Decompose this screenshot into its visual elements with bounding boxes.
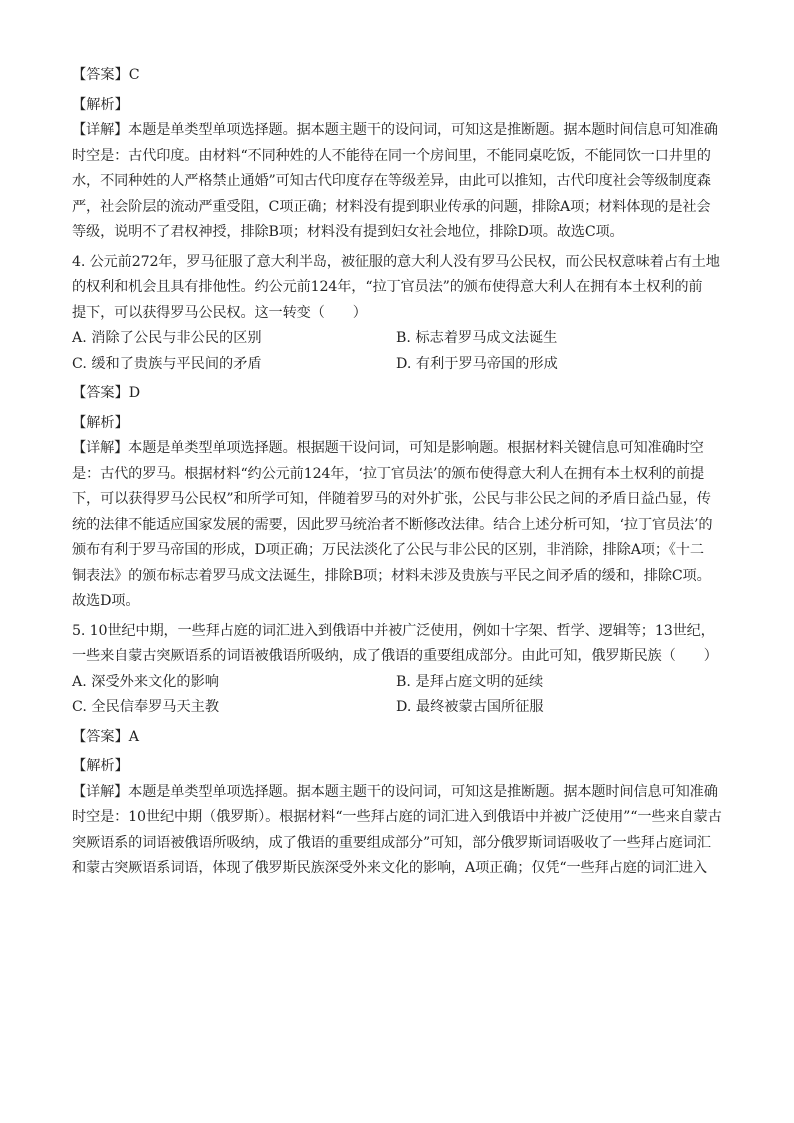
- q3-detail-line-4: 严，社会阶层的流动严重受阻，C项正确；材料没有提到职业传承的问题，排除A项；材料体现的是社会: [72, 198, 711, 215]
- q4-option-d: D. 有利于罗马帝国的形成: [396, 355, 558, 372]
- q3-answer: 【答案】C: [72, 67, 140, 83]
- q4-option-a: A. 消除了公民与非公民的区别: [72, 330, 262, 346]
- q4-option-b: B. 标志着罗马成文法诞生: [396, 330, 558, 346]
- q4-detail-line-1: 【详解】本题是单类型单项选择题。根据题干设问词，可知是影响题。根据材料关键信息可知准确时空: [72, 440, 704, 456]
- q4-detail-line-5: 颁布有利于罗马帝国的形成，D项正确；万民法淡化了公民与非公民的区别，非消除，排除A项；《十二: [72, 542, 704, 558]
- page-content: [72, 63, 724, 882]
- q4-detail-line-4: 统的法律不能适应国家发展的需要，因此罗马统治者不断修改法律。结合上述分析可知，‘拉丁官员法’的: [72, 516, 713, 533]
- q3-detail-line-5: 等级，说明不了君权神授，排除B项；材料没有提到妇女社会地位，排除D项。故选C项。: [72, 224, 624, 240]
- q5-detail-line-2: 时空是：10世纪中期（俄罗斯）。根据材料“一些拜占庭的词汇进入到俄语中并被广泛使用”“一些来自蒙古: [72, 809, 722, 825]
- q5-option-b: B. 是拜占庭文明的延续: [396, 673, 544, 690]
- q4-detail-line-7: 故选D项。: [72, 593, 140, 609]
- q4-option-c: C. 缓和了贵族与平民间的矛盾: [72, 355, 262, 372]
- q5-options-row-2: [72, 695, 724, 721]
- q5-detail-line-1: 【详解】本题是单类型单项选择题。据本题主题干的设问词，可知这是推断题。据本题时间信息可知准确: [72, 783, 718, 800]
- q4-options-row-1: [72, 326, 724, 352]
- q4-answer: 【答案】D: [72, 385, 141, 401]
- q4-stem-line-1: 4. 公元前272年，罗马征服了意大利半岛，被征服的意大利人没有罗马公民权，而公民权意味着占有土地: [72, 253, 720, 270]
- q5-stem-line-1: 5. 10世纪中期，一些拜占庭的词汇进入到俄语中并被广泛使用，例如十字架、哲学、逻辑等；13世纪，: [72, 622, 715, 639]
- question-4: [72, 250, 724, 615]
- q4-analysis-heading: 【解析】: [72, 414, 129, 431]
- q4-detail-line-6: 铜表法》的颁布标志着罗马成文法诞生，排除B项；材料未涉及贵族与平民之间矛盾的缓和，排除C项。: [72, 567, 711, 584]
- q3-detail-line-3: 水，不同种姓的人严格禁止通婚”可知古代印度存在等级差异，由此可以推知，古代印度社会等级制度森: [72, 173, 711, 189]
- q5-stem-line-2: 一些来自蒙古突厥语系的词语被俄语所吸纳，成了俄语的重要组成部分。由此可知，俄罗斯民族（ ）: [72, 648, 718, 664]
- q4-options-row-2: [72, 352, 724, 378]
- q3-detail-line-2: 时空是：古代印度。由材料“不同种姓的人不能待在同一个房间里，不能同桌吃饭，不能同饮一口井里的: [72, 147, 711, 164]
- q5-option-c: C. 全民信奉罗马天主教: [72, 699, 220, 715]
- q5-options-row-1: [72, 670, 724, 696]
- q5-detail-line-4: 和蒙古突厥语系词语，体现了俄罗斯民族深受外来文化的影响，A项正确；仅凭“一些拜占庭的词汇进入: [72, 860, 707, 876]
- q4-stem-line-3: 提下，可以获得罗马公民权。这一转变（ ）: [72, 304, 367, 321]
- q5-option-d: D. 最终被蒙古国所征服: [396, 699, 544, 715]
- q5-answer: 【答案】A: [72, 728, 139, 745]
- q4-detail-line-2: 是：古代的罗马。根据材料“约公元前124年，‘拉丁官员法’的颁布使得意大利人在拥有本土权利的前提: [72, 465, 705, 482]
- q5-detail-line-3: 突厥语系的词语被俄语所吸纳，成了俄语的重要组成部分”可知，部分俄罗斯词语吸收了一些拜占庭词汇: [72, 834, 711, 851]
- q4-stem-line-2: 的权利和机会且具有排他性。约公元前124年，“拉丁官员法”的颁布使得意大利人在拥有本土权利的前: [72, 279, 703, 295]
- q3-detail-line-1: 【详解】本题是单类型单项选择题。据本题主题干的设问词，可知这是推断题。据本题时间信息可知准确: [72, 122, 718, 138]
- q3-analysis-heading: 【解析】: [72, 96, 129, 113]
- question-5: [72, 619, 724, 882]
- q5-option-a: A. 深受外来文化的影响: [72, 673, 219, 690]
- q3-answer-block: [72, 63, 724, 246]
- q5-analysis-heading: 【解析】: [72, 758, 129, 774]
- q4-detail-line-3: 下，可以获得罗马公民权”和所学可知，伴随着罗马的对外扩张，公民与非公民之间的矛盾日益凸显，传: [72, 491, 711, 507]
